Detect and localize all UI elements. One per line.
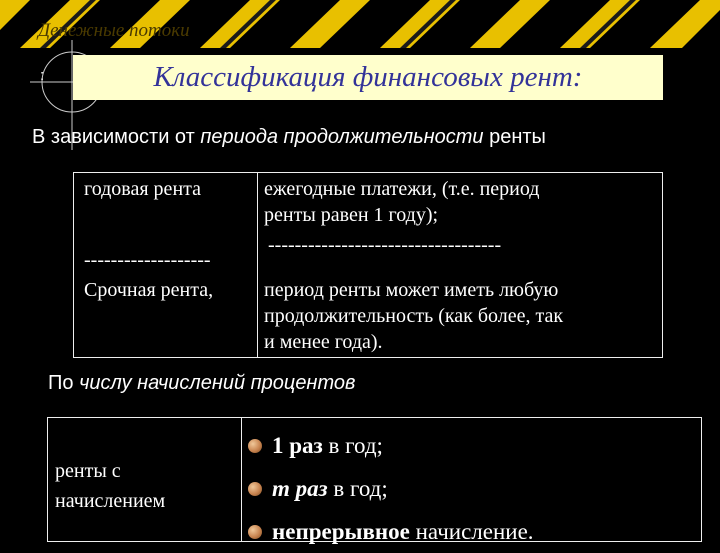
subtitle-pre: В зависимости от bbox=[32, 126, 201, 148]
annual-rent-label: годовая рента bbox=[84, 178, 202, 200]
bullet-rest: начисление. bbox=[409, 518, 534, 544]
section-heading-italic: числу начислений процентов bbox=[79, 372, 356, 394]
bullet-icon bbox=[248, 525, 262, 539]
table-divider bbox=[241, 417, 242, 542]
bullet-icon bbox=[248, 482, 262, 496]
bullet-icon bbox=[248, 439, 262, 453]
bullet-item bbox=[248, 510, 534, 553]
term-desc-line1: период ренты может иметь любую bbox=[264, 279, 559, 301]
left-separator: ------------------- bbox=[84, 249, 211, 271]
header-title: Денежные потоки bbox=[38, 20, 190, 41]
bullet-bold: непрерывное bbox=[272, 518, 410, 544]
subtitle-post: ренты bbox=[483, 126, 546, 148]
annual-desc-line2: ренты равен 1 году); bbox=[264, 204, 439, 226]
bullet-rest: в год; bbox=[322, 432, 383, 458]
bullet-bold: m раз bbox=[272, 475, 328, 501]
subtitle-italic: периода продолжительности bbox=[200, 126, 484, 148]
slide-title: Классификация финансовых рент: bbox=[153, 61, 583, 93]
charge-label-line1: ренты с bbox=[55, 460, 121, 482]
term-desc-line2: продолжительность (как более, так bbox=[264, 305, 564, 327]
bullet-bold: 1 раз bbox=[272, 432, 323, 458]
charge-label bbox=[55, 456, 165, 516]
bullet-rest: в год; bbox=[327, 475, 388, 501]
table-divider bbox=[257, 172, 258, 358]
term-rent-label: Срочная рента, bbox=[84, 279, 214, 301]
section-heading bbox=[48, 372, 355, 395]
bullet-item bbox=[248, 424, 534, 467]
charge-label-line2: начислением bbox=[55, 490, 166, 512]
bullet-item bbox=[248, 467, 534, 510]
subtitle bbox=[32, 126, 546, 149]
term-desc-line3: и менее года). bbox=[264, 331, 383, 353]
section-heading-pre: По bbox=[48, 372, 80, 394]
annual-desc-line1: ежегодные платежи, (т.е. период bbox=[264, 178, 540, 200]
slide-title-box bbox=[73, 55, 663, 100]
charge-bullet-list bbox=[248, 424, 534, 553]
header-colon: : bbox=[40, 67, 45, 84]
right-separator: ----------------------------------- bbox=[268, 234, 502, 256]
